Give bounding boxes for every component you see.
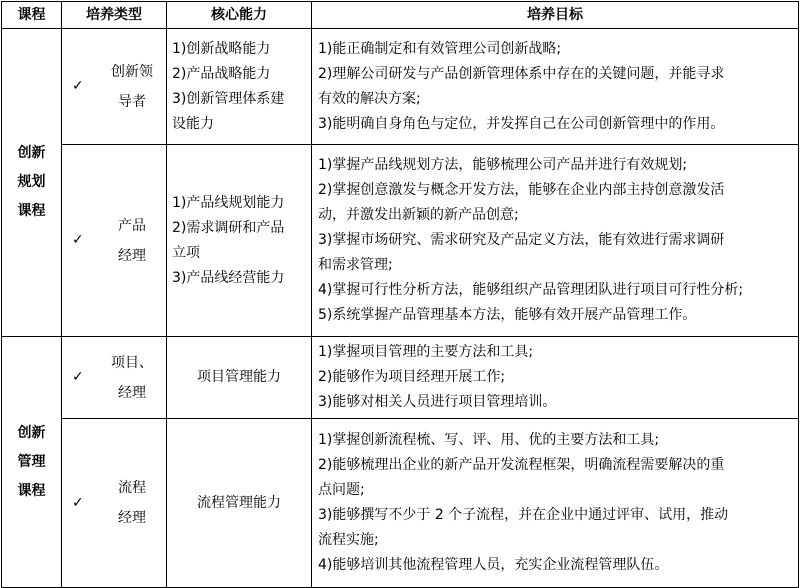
type-cell [62,29,167,145]
goal-line: 2)理解公司研发与产品创新管理体系中存在的关键问题，并能寻求 [318,65,725,82]
core-line: 设能力 [172,115,214,132]
core-line: 2)产品战略能力 [172,65,271,82]
type-line: 创新领 [111,63,153,80]
goal-line: 3)能够撰写不少于 2 个子流程，并在企业中通过评审、试用，推动 [318,507,729,523]
type-line: 流程 [118,480,146,496]
goal-line: 4)能够培训其他流程管理人员，充实企业流程管理队伍。 [318,557,669,573]
core-cell [167,29,312,145]
type-line: 项目、 [111,354,153,371]
goal-line: 3)能明确自身角色与定位，并发挥自己在公司创新管理中的作用。 [318,115,725,132]
table-row [2,29,799,145]
type-cell [62,145,167,337]
check-icon: ✓ [72,232,84,248]
core-line: 立项 [172,244,200,261]
goal-line: 3)能够对相关人员进行项目管理培训。 [318,394,557,410]
type-line: 经理 [118,384,146,401]
table-row [2,337,799,419]
core-cell [167,145,312,337]
course-line: 规划 [17,174,46,190]
check-icon: ✓ [72,78,84,94]
goal-line: 2)能够梳理出企业的新产品开发流程框架，明确流程需要解决的重 [318,457,725,473]
goal-line: 1)掌握产品线规划方法，能够梳理公司产品并进行有效规划; [318,157,688,173]
core-cell: 流程管理能力 [167,419,312,588]
goal-line: 动，并激发出新颖的新产品创意; [318,207,519,223]
goals-cell [312,337,799,419]
goals-cell [312,145,799,337]
course-line: 课程 [17,482,46,499]
goal-line: 和需求管理; [318,257,393,273]
goal-line: 5)系统掌握产品管理基本方法，能够有效开展产品管理工作。 [318,307,697,323]
course-line: 课程 [17,203,46,219]
goal-line: 2)能够作为项目经理开展工作; [318,369,506,385]
core-cell: 项目管理能力 [167,337,312,419]
goals-cell [312,419,799,588]
course-line: 创新 [17,424,46,441]
goal-line: 1)掌握创新流程梳、写、评、用、优的主要方法和工具; [318,432,660,448]
goal-line: 4)掌握可行性分析方法，能够组织产品管理团队进行项目可行性分析; [318,282,744,298]
goal-line: 1)能正确制定和有效管理公司创新战略; [318,40,562,57]
table-row [2,419,799,588]
header-goals: 培养目标 [312,2,799,29]
core-line: 3)创新管理体系建 [172,90,285,107]
goals-cell [312,29,799,145]
check-icon: ✓ [72,369,84,385]
type-cell [62,419,167,588]
core-line: 1)创新战略能力 [172,40,271,57]
goal-line: 流程实施; [318,532,379,548]
training-table [1,1,799,588]
header-core: 核心能力 [167,2,312,29]
type-line: 导者 [118,93,146,110]
table-row [2,145,799,337]
course-line: 创新 [17,145,46,161]
goal-line: 有效的解决方案; [318,90,421,107]
header-type: 培养类型 [62,2,167,29]
goal-line: 3)掌握市场研究、需求研究及产品定义方法，能有效进行需求调研 [318,232,725,248]
type-line: 经理 [118,247,146,264]
type-cell [62,337,167,419]
header-row [2,2,799,29]
core-line: 3)产品线经营能力 [172,269,285,286]
header-course: 课程 [2,2,62,29]
course-planning [2,29,62,337]
type-line: 产品 [118,217,146,234]
goal-line: 点问题; [318,482,365,498]
core-line: 1)产品线规划能力 [172,194,285,211]
goal-line: 1)掌握项目管理的主要方法和工具; [318,344,534,360]
type-line: 经理 [118,510,146,526]
goal-line: 2)掌握创意激发与概念开发方法，能够在企业内部主持创意激发活 [318,182,725,198]
core-line: 2)需求调研和产品 [172,219,285,236]
course-line: 管理 [17,453,46,470]
course-management [2,337,62,588]
check-icon: ✓ [72,494,84,511]
